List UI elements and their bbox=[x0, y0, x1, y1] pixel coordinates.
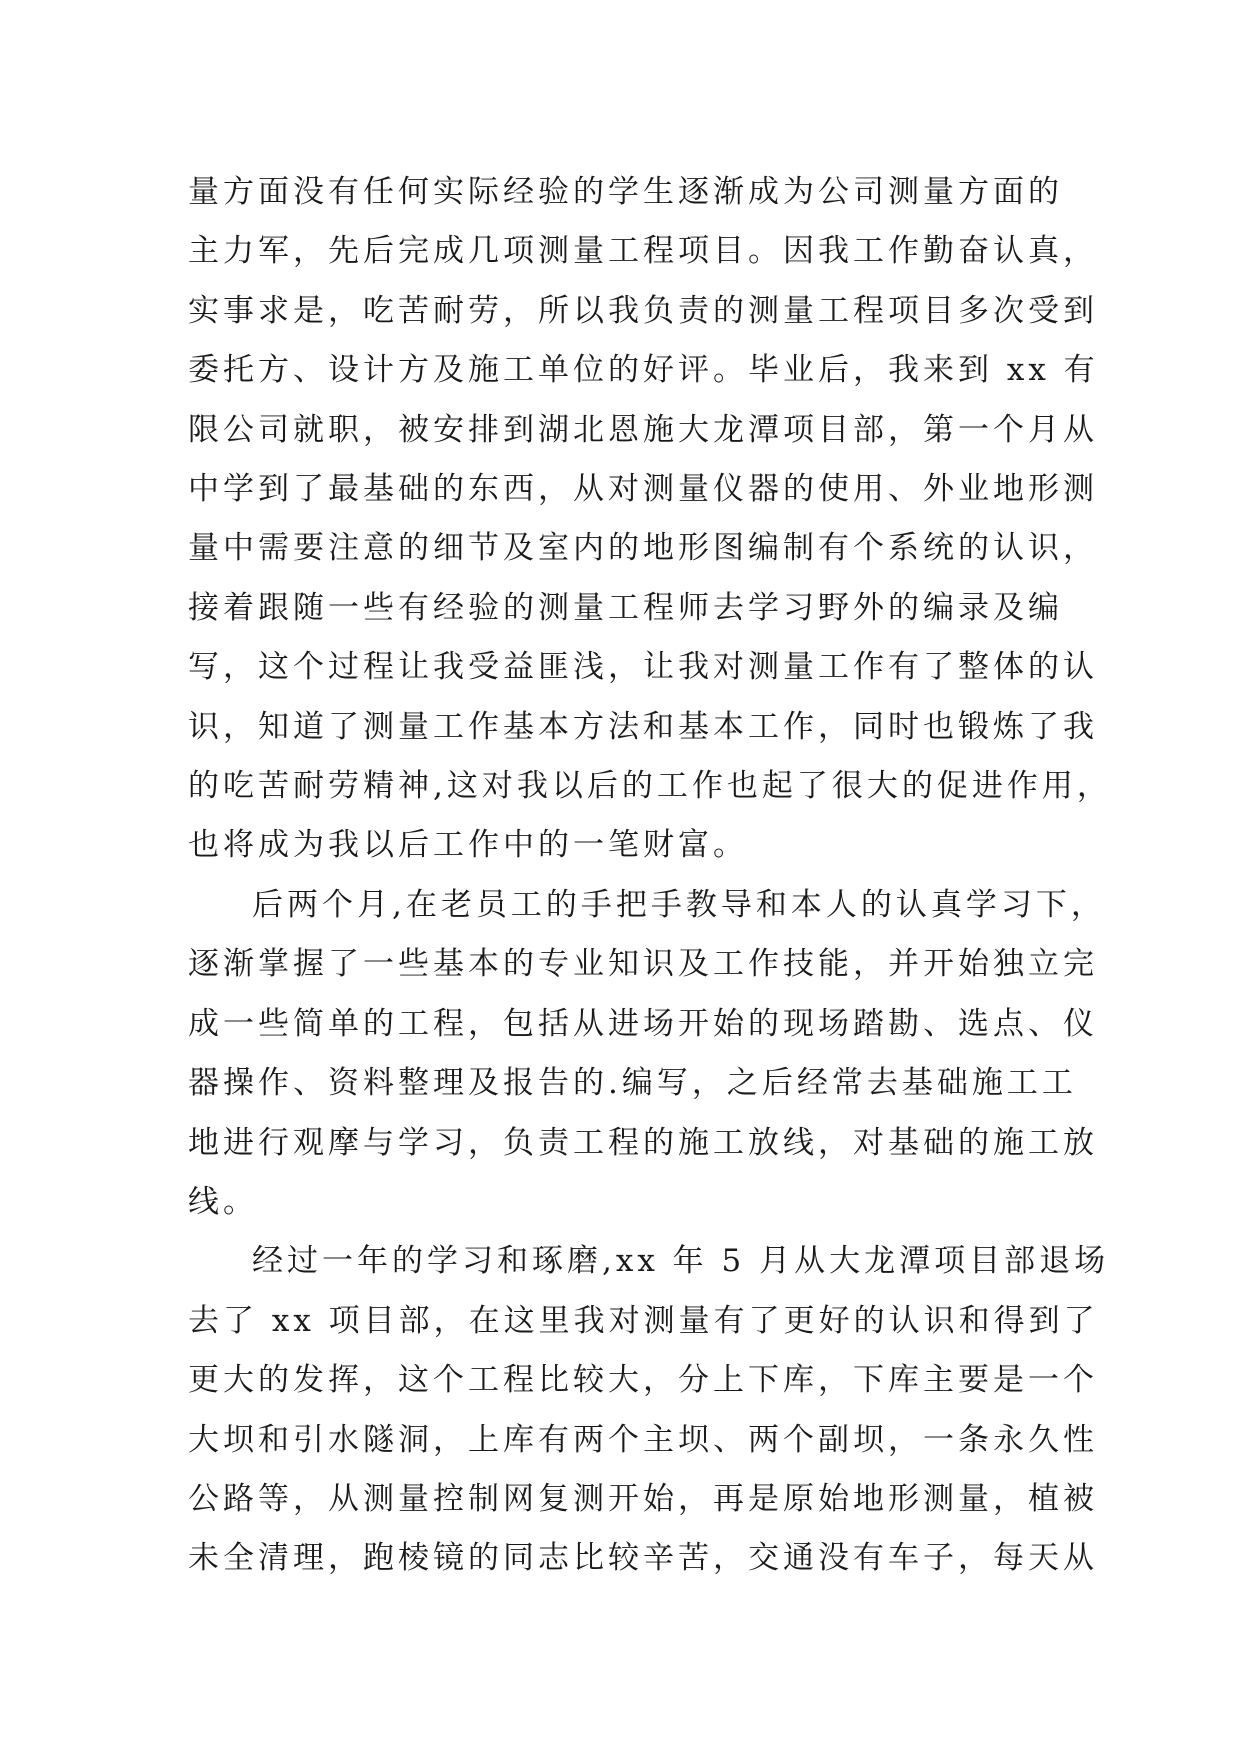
text-line: 更大的发挥，这个工程比较大，分上下库，下库主要是一个 bbox=[188, 1362, 1098, 1399]
text-line: 委托方、设计方及施工单位的好评。毕业后，我来到 xx 有 bbox=[188, 352, 1099, 389]
text-line: 量中需要注意的细节及室内的地形图编制有个系统的认识， bbox=[188, 530, 1098, 567]
text-line: 器操作、资料整理及报告的.编写，之后经常去基础施工工 bbox=[188, 1065, 1077, 1102]
text-line: 地进行观摩与学习，负责工程的施工放线，对基础的施工放 bbox=[188, 1124, 1098, 1161]
text-line: 大坝和引水隧洞，上库有两个主坝、两个副坝，一条永久性 bbox=[188, 1421, 1098, 1458]
text-line: 也将成为我以后工作中的一笔财富。 bbox=[188, 827, 748, 864]
text-line: 限公司就职，被安排到湖北恩施大龙潭项目部，第一个月从 bbox=[188, 411, 1098, 448]
paragraph-first-line: 经过一年的学习和琢磨,xx 年 5 月从大龙潭项目部退场 bbox=[252, 1243, 1110, 1280]
text-line: 实事求是，吃苦耐劳，所以我负责的测量工程项目多次受到 bbox=[188, 292, 1098, 329]
text-line: 公路等，从测量控制网复测开始，再是原始地形测量，植被 bbox=[188, 1480, 1098, 1517]
text-line: 逐渐掌握了一些基本的专业知识及工作技能，并开始独立完 bbox=[188, 946, 1098, 983]
text-line: 线。 bbox=[188, 1183, 258, 1220]
text-line: 中学到了最基础的东西，从对测量仪器的使用、外业地形测 bbox=[188, 471, 1098, 508]
body-text bbox=[188, 163, 1112, 1589]
text-line: 接着跟随一些有经验的测量工程师去学习野外的编录及编 bbox=[188, 589, 1063, 626]
text-line: 去了 xx 项目部，在这里我对测量有了更好的认识和得到了 bbox=[188, 1302, 1099, 1339]
paragraph-first-line: 后两个月,在老员工的手把手教导和本人的认真学习下， bbox=[252, 886, 1106, 923]
text-line: 成一些简单的工程，包括从进场开始的现场踏勘、选点、仪 bbox=[188, 1005, 1098, 1042]
text-line: 写，这个过程让我受益匪浅，让我对测量工作有了整体的认 bbox=[188, 649, 1098, 686]
text-line: 的吃苦耐劳精神,这对我以后的工作也起了很大的促进作用， bbox=[188, 768, 1112, 805]
text-line: 识，知道了测量工作基本方法和基本工作，同时也锻炼了我 bbox=[188, 708, 1098, 745]
text-line: 主力军，先后完成几项测量工程项目。因我工作勤奋认真， bbox=[188, 233, 1098, 270]
text-line: 量方面没有任何实际经验的学生逐渐成为公司测量方面的 bbox=[188, 174, 1063, 210]
text-line: 未全清理，跑棱镜的同志比较辛苦，交通没有车子，每天从 bbox=[188, 1540, 1098, 1577]
